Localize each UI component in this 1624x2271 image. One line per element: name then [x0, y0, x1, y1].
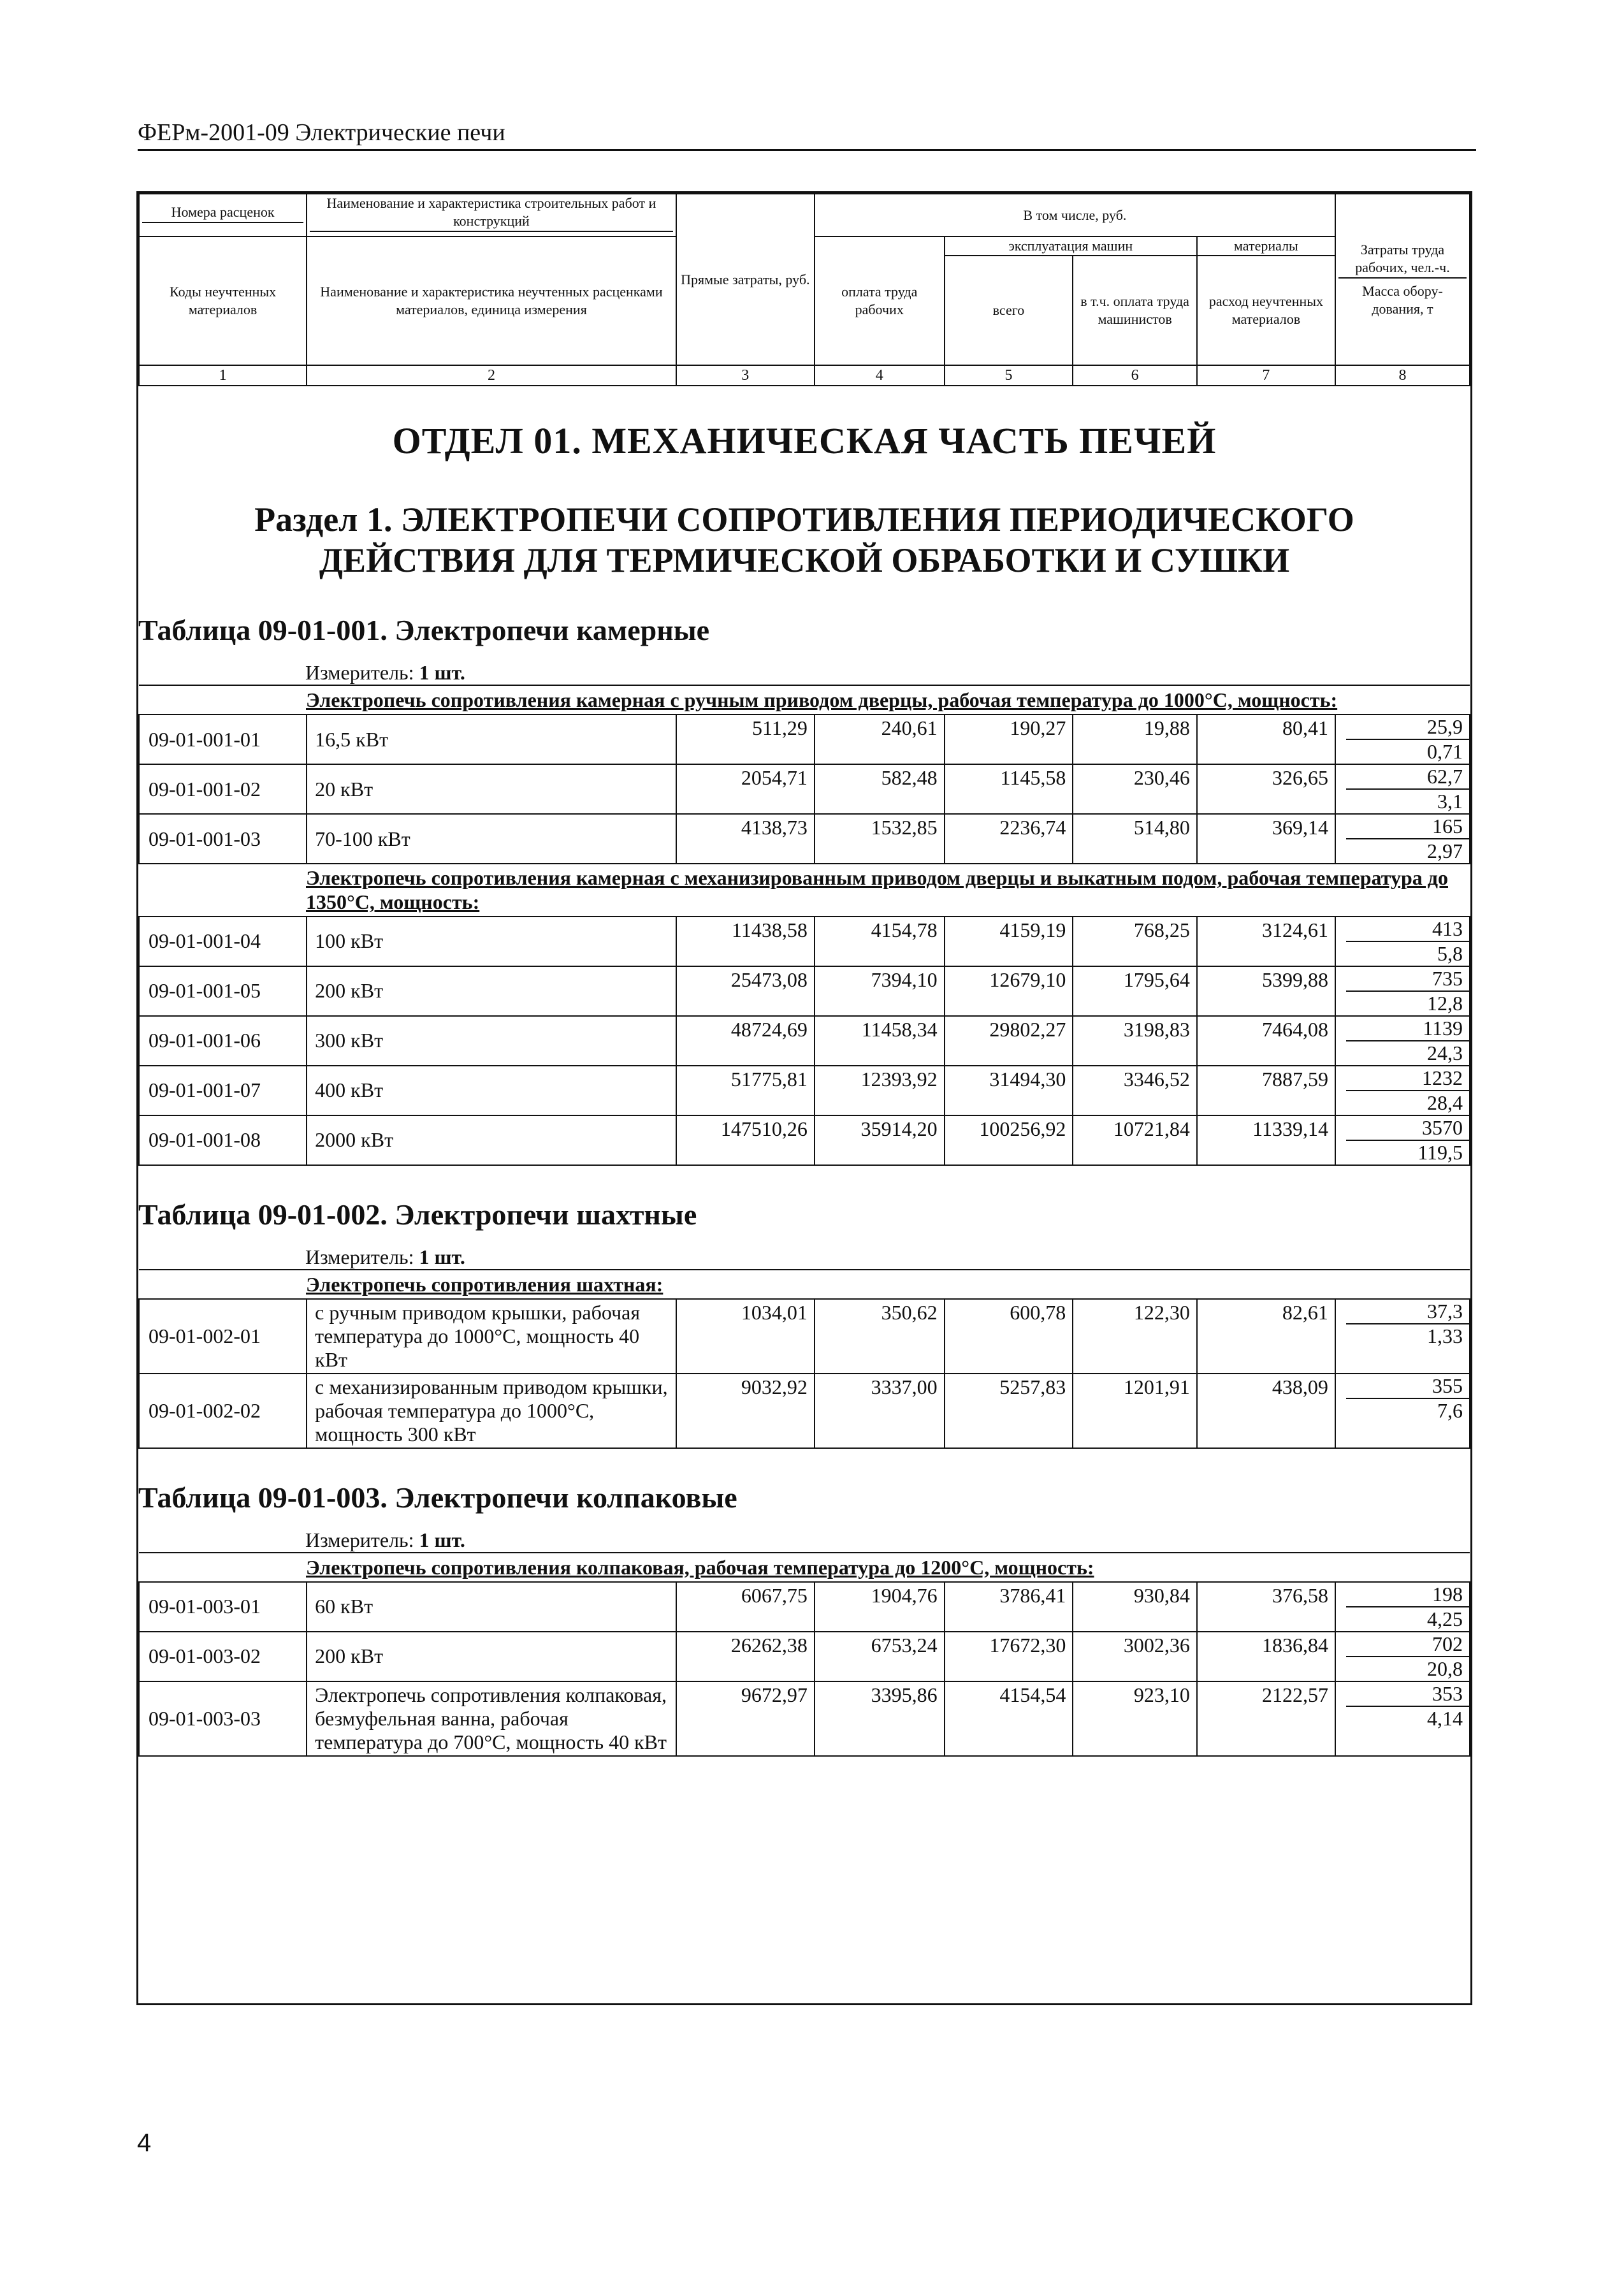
machine-costs: 600,78	[945, 1299, 1073, 1374]
work-name: 200 кВт	[307, 1632, 676, 1681]
machine-costs: 2236,74	[945, 814, 1073, 864]
table-row	[139, 814, 1470, 864]
direct-costs: 147510,26	[676, 1115, 815, 1165]
section-heading: ОТДЕЛ 01. МЕХАНИЧЕСКАЯ ЧАСТЬ ПЕЧЕЙ	[392, 419, 1217, 461]
page-number: 4	[137, 2129, 152, 2157]
labor-and-mass	[1335, 1632, 1470, 1681]
group-title-text: Электропечь сопротивления колпаковая, рабочая температура до 1200°С, мощность:	[306, 1555, 1094, 1579]
direct-costs: 511,29	[676, 715, 815, 764]
col-number: 2	[307, 365, 676, 386]
equipment-mass: 3,1	[1437, 790, 1463, 813]
column-number-row	[139, 365, 1470, 386]
page-frame	[136, 191, 1472, 2005]
labor-hours: 1139	[1346, 1017, 1469, 1041]
rate-code: 09-01-001-03	[139, 814, 307, 864]
col-codes-sub: Коды неучтенных материалов	[139, 236, 307, 365]
machinist-costs: 1795,64	[1073, 966, 1197, 1016]
col-hours-header: Затраты труда рабочих, чел.-ч. Масса обору-дования, т	[1335, 194, 1470, 365]
direct-costs: 2054,71	[676, 764, 815, 814]
group-title-text: Электропечь сопротивления камерная с ручным приводом дверцы, рабочая температура до 1000°С, мощность:	[306, 688, 1338, 711]
equipment-mass: 5,8	[1437, 941, 1463, 965]
labor-costs: 7394,10	[815, 966, 945, 1016]
labor-and-mass	[1335, 1066, 1470, 1115]
material-costs: 1836,84	[1197, 1632, 1335, 1681]
unit-label: Измеритель:	[305, 1528, 414, 1551]
group-title	[139, 864, 1470, 917]
labor-and-mass	[1335, 1016, 1470, 1066]
equipment-mass: 28,4	[1427, 1091, 1463, 1114]
col-labor-header: оплата труда рабочих	[815, 236, 945, 365]
material-costs: 82,61	[1197, 1299, 1335, 1374]
rate-code: 09-01-002-02	[139, 1374, 307, 1448]
machinist-costs: 3198,83	[1073, 1016, 1197, 1066]
col-name-header: Наименование и характеристика строительных работ и конструкций	[307, 194, 676, 236]
direct-costs: 9032,92	[676, 1374, 815, 1448]
equipment-mass: 20,8	[1427, 1657, 1463, 1680]
equipment-mass: 119,5	[1417, 1140, 1463, 1164]
table-row	[139, 966, 1470, 1016]
labor-costs: 3395,86	[815, 1681, 945, 1756]
work-name: 60 кВт	[307, 1582, 676, 1632]
material-costs: 7464,08	[1197, 1016, 1335, 1066]
machinist-costs: 3002,36	[1073, 1632, 1197, 1681]
machine-costs: 12679,10	[945, 966, 1073, 1016]
work-name: 200 кВт	[307, 966, 676, 1016]
machinist-costs: 514,80	[1073, 814, 1197, 864]
equipment-mass: 2,97	[1427, 839, 1463, 863]
subsection-line: Раздел 1. ЭЛЕКТРОПЕЧИ СОПРОТИВЛЕНИЯ ПЕРИОДИЧЕСКОГО	[254, 500, 1354, 539]
labor-costs: 350,62	[815, 1299, 945, 1374]
machinist-costs: 122,30	[1073, 1299, 1197, 1374]
work-name: 400 кВт	[307, 1066, 676, 1115]
labor-costs: 4154,78	[815, 917, 945, 966]
table-row	[139, 1374, 1470, 1448]
col-materials-consumption: расход неучтенных материалов	[1197, 256, 1335, 365]
rate-code: 09-01-001-04	[139, 917, 307, 966]
unit-line	[305, 1245, 1470, 1269]
table-row	[139, 1681, 1470, 1756]
labor-costs: 582,48	[815, 764, 945, 814]
unit-line	[305, 1528, 1470, 1552]
group-title	[139, 1270, 1470, 1299]
rate-code: 09-01-002-01	[139, 1299, 307, 1374]
equipment-mass: 0,71	[1427, 740, 1463, 764]
col-materials-group: материалы	[1197, 236, 1335, 256]
labor-costs: 240,61	[815, 715, 945, 764]
material-costs: 2122,57	[1197, 1681, 1335, 1756]
machinist-costs: 230,46	[1073, 764, 1197, 814]
labor-costs: 11458,34	[815, 1016, 945, 1066]
labor-costs: 35914,20	[815, 1115, 945, 1165]
labor-and-mass	[1335, 1582, 1470, 1632]
unit-value: 1 шт.	[419, 1528, 465, 1551]
work-name: 16,5 кВт	[307, 715, 676, 764]
equipment-mass: 1,33	[1427, 1324, 1463, 1347]
table-row	[139, 1299, 1470, 1374]
machine-costs: 31494,30	[945, 1066, 1073, 1115]
labor-hours: 702	[1346, 1632, 1469, 1657]
unit-line	[305, 661, 1470, 685]
work-name: 100 кВт	[307, 917, 676, 966]
rate-code: 09-01-003-01	[139, 1582, 307, 1632]
machinist-costs: 1201,91	[1073, 1374, 1197, 1448]
labor-and-mass	[1335, 966, 1470, 1016]
table-row	[139, 1632, 1470, 1681]
group-title-text: Электропечь сопротивления шахтная:	[306, 1272, 663, 1296]
machine-costs: 29802,27	[945, 1016, 1073, 1066]
unit-value: 1 шт.	[419, 661, 465, 685]
tables-container	[138, 613, 1470, 1757]
material-costs: 369,14	[1197, 814, 1335, 864]
equipment-mass: 12,8	[1427, 991, 1463, 1015]
labor-hours: 1232	[1346, 1066, 1469, 1091]
table-row	[139, 917, 1470, 966]
subsection-line: ДЕЙСТВИЯ ДЛЯ ТЕРМИЧЕСКОЙ ОБРАБОТКИ И СУШКИ	[319, 541, 1290, 580]
table-row	[139, 715, 1470, 764]
direct-costs: 1034,01	[676, 1299, 815, 1374]
machine-costs: 190,27	[945, 715, 1073, 764]
rate-code: 09-01-001-07	[139, 1066, 307, 1115]
machinist-costs: 3346,52	[1073, 1066, 1197, 1115]
material-costs: 438,09	[1197, 1374, 1335, 1448]
table-heading: Таблица 09-01-001. Электропечи камерные	[138, 614, 710, 647]
material-costs: 11339,14	[1197, 1115, 1335, 1165]
unit-value: 1 шт.	[419, 1245, 465, 1268]
machine-costs: 4154,54	[945, 1681, 1073, 1756]
col-codes-header: Номера расценок	[139, 194, 307, 236]
machine-costs: 3786,41	[945, 1582, 1073, 1632]
work-name: 70-100 кВт	[307, 814, 676, 864]
labor-and-mass	[1335, 1115, 1470, 1165]
labor-hours: 3570	[1346, 1116, 1469, 1141]
direct-costs: 4138,73	[676, 814, 815, 864]
rate-code: 09-01-001-05	[139, 966, 307, 1016]
labor-hours: 62,7	[1346, 765, 1469, 790]
labor-and-mass	[1335, 1374, 1470, 1448]
group-title	[139, 1553, 1470, 1582]
unit-label: Измеритель:	[305, 1245, 414, 1268]
equipment-mass: 4,25	[1427, 1607, 1463, 1630]
col-number: 1	[139, 365, 307, 386]
labor-hours: 413	[1346, 917, 1469, 942]
group-title-text: Электропечь сопротивления камерная с механизированным приводом дверцы и выкатным подом, рабочая температура до 1350°С, мощность:	[306, 866, 1448, 914]
table-row	[139, 1066, 1470, 1115]
machinist-costs: 930,84	[1073, 1582, 1197, 1632]
equipment-mass: 4,14	[1427, 1706, 1463, 1730]
labor-hours: 735	[1346, 967, 1469, 992]
running-header: ФЕРм-2001-09 Электрические печи	[138, 119, 1476, 151]
work-name: Электропечь сопротивления колпаковая, безмуфельная ванна, рабочая температура до 700°С, мощность 40 кВт	[307, 1681, 676, 1756]
work-name: с механизированным приводом крышки, рабочая температура до 1000°С, мощность 300 кВт	[307, 1374, 676, 1448]
labor-hours: 37,3	[1346, 1300, 1469, 1324]
machinist-costs: 768,25	[1073, 917, 1197, 966]
machinist-costs: 923,10	[1073, 1681, 1197, 1756]
labor-and-mass	[1335, 715, 1470, 764]
rate-table	[138, 685, 1470, 1166]
labor-costs: 1904,76	[815, 1582, 945, 1632]
machine-costs: 5257,83	[945, 1374, 1073, 1448]
direct-costs: 26262,38	[676, 1632, 815, 1681]
rate-code: 09-01-001-06	[139, 1016, 307, 1066]
unit-label: Измеритель:	[305, 661, 414, 685]
rate-code: 09-01-003-03	[139, 1681, 307, 1756]
table-heading: Таблица 09-01-002. Электропечи шахтные	[138, 1198, 697, 1231]
col-number: 7	[1197, 365, 1335, 386]
col-name-sub: Наименование и характеристика неучтенных расценками материалов, единица измерения	[307, 236, 676, 365]
labor-hours: 355	[1346, 1374, 1469, 1399]
table-heading: Таблица 09-01-003. Электропечи колпаковые	[138, 1481, 737, 1514]
col-number: 8	[1335, 365, 1470, 386]
equipment-mass: 7,6	[1437, 1398, 1463, 1422]
direct-costs: 6067,75	[676, 1582, 815, 1632]
labor-hours: 25,9	[1346, 715, 1469, 740]
labor-and-mass	[1335, 917, 1470, 966]
rate-code: 09-01-001-01	[139, 715, 307, 764]
labor-and-mass	[1335, 1681, 1470, 1756]
work-name: 2000 кВт	[307, 1115, 676, 1165]
machine-costs: 100256,92	[945, 1115, 1073, 1165]
col-group-header: В том числе, руб.	[815, 194, 1335, 236]
direct-costs: 11438,58	[676, 917, 815, 966]
rate-code: 09-01-003-02	[139, 1632, 307, 1681]
labor-hours: 353	[1346, 1682, 1469, 1707]
subsection-heading	[138, 499, 1470, 582]
work-name: с ручным приводом крышки, рабочая температура до 1000°С, мощность 40 кВт	[307, 1299, 676, 1374]
labor-and-mass	[1335, 814, 1470, 864]
machine-costs: 4159,19	[945, 917, 1073, 966]
material-costs: 326,65	[1197, 764, 1335, 814]
labor-hours: 198	[1346, 1583, 1469, 1607]
direct-costs: 48724,69	[676, 1016, 815, 1066]
labor-costs: 3337,00	[815, 1374, 945, 1448]
column-header-table	[138, 193, 1470, 386]
col-number: 5	[945, 365, 1073, 386]
direct-costs: 25473,08	[676, 966, 815, 1016]
col-number: 6	[1073, 365, 1197, 386]
direct-costs: 51775,81	[676, 1066, 815, 1115]
col-machines-group: эксплуатация машин	[945, 236, 1197, 256]
material-costs: 376,58	[1197, 1582, 1335, 1632]
col-direct-header: Прямые затраты, руб.	[676, 194, 815, 365]
machine-costs: 1145,58	[945, 764, 1073, 814]
machinist-costs: 10721,84	[1073, 1115, 1197, 1165]
material-costs: 7887,59	[1197, 1066, 1335, 1115]
machine-costs: 17672,30	[945, 1632, 1073, 1681]
material-costs: 3124,61	[1197, 917, 1335, 966]
material-costs: 80,41	[1197, 715, 1335, 764]
labor-and-mass	[1335, 1299, 1470, 1374]
rate-table	[138, 1552, 1470, 1757]
rate-code: 09-01-001-02	[139, 764, 307, 814]
labor-costs: 12393,92	[815, 1066, 945, 1115]
equipment-mass: 24,3	[1427, 1041, 1463, 1064]
col-number: 4	[815, 365, 945, 386]
work-name: 20 кВт	[307, 764, 676, 814]
material-costs: 5399,88	[1197, 966, 1335, 1016]
col-number: 3	[676, 365, 815, 386]
rate-code: 09-01-001-08	[139, 1115, 307, 1165]
group-title	[139, 685, 1470, 715]
table-row	[139, 1582, 1470, 1632]
labor-costs: 6753,24	[815, 1632, 945, 1681]
rate-table	[138, 1269, 1470, 1449]
direct-costs: 9672,97	[676, 1681, 815, 1756]
machinist-costs: 19,88	[1073, 715, 1197, 764]
table-row	[139, 764, 1470, 814]
col-machines-total: всего	[945, 256, 1073, 365]
table-row	[139, 1016, 1470, 1066]
work-name: 300 кВт	[307, 1016, 676, 1066]
col-machinists: в т.ч. оплата труда машинистов	[1073, 256, 1197, 365]
labor-hours: 165	[1346, 815, 1469, 839]
labor-and-mass	[1335, 764, 1470, 814]
table-row	[139, 1115, 1470, 1165]
labor-costs: 1532,85	[815, 814, 945, 864]
